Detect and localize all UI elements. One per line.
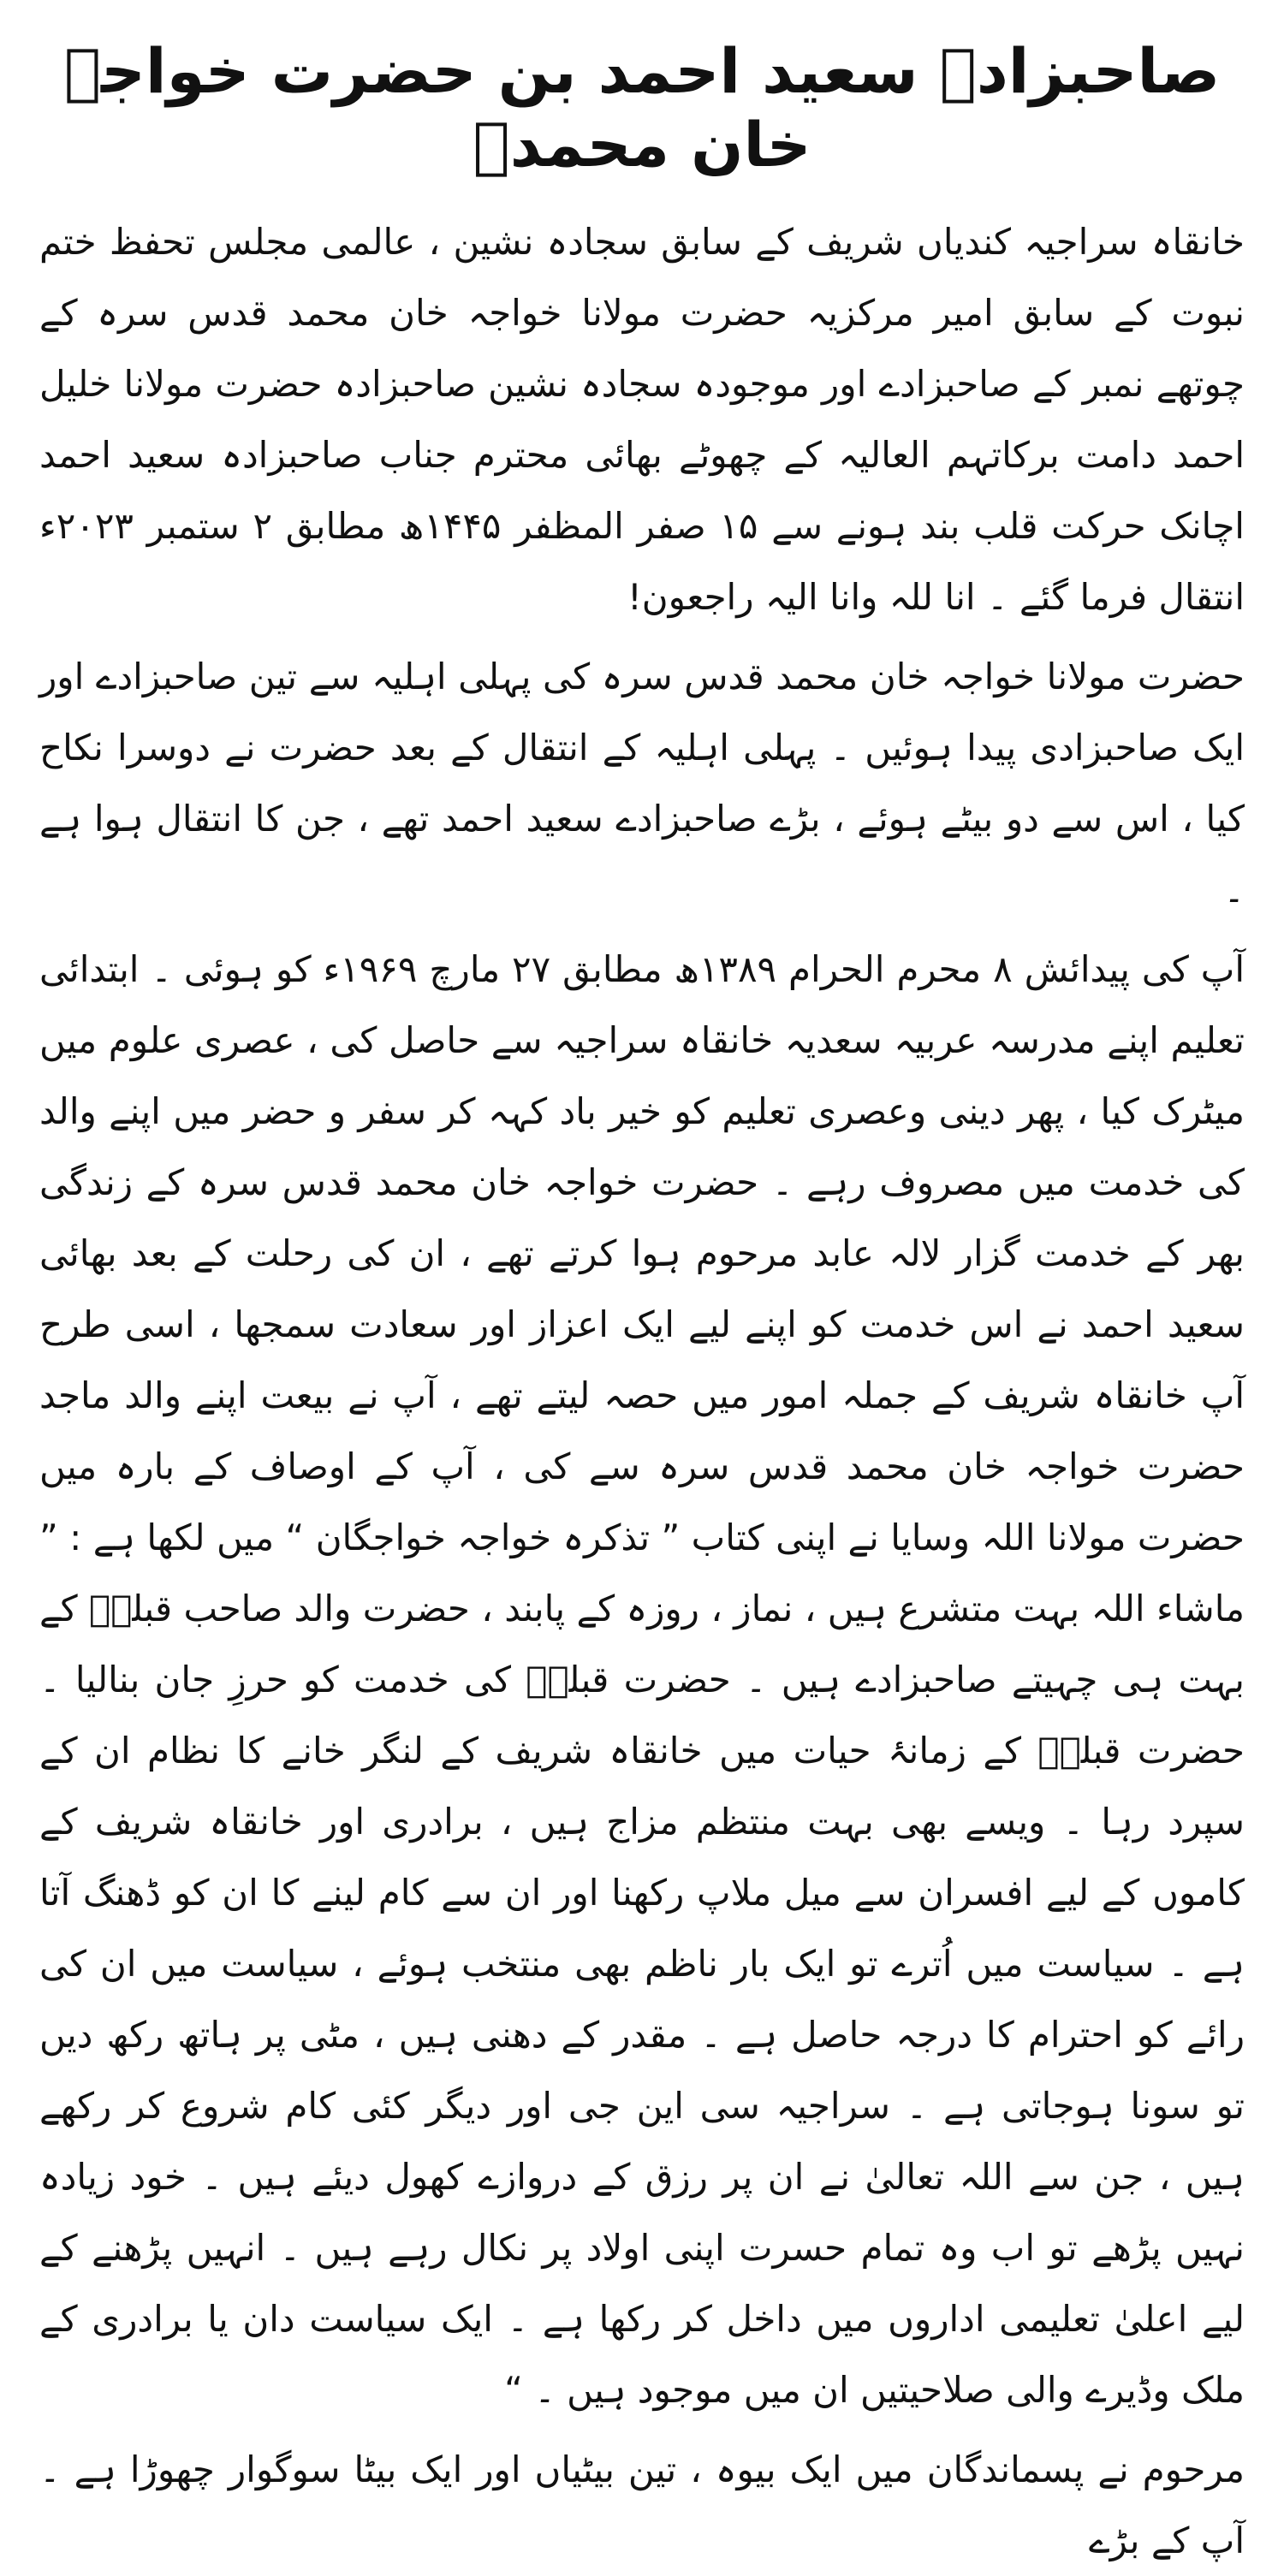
article-title: صاحبزادہ سعید احمد بن حضرت خواجہ خان محمدؒ [63, 35, 1221, 181]
article-body [39, 206, 1245, 2576]
paragraph-death-notice: خانقاہ سراجیہ کندیاں شریف کے سابق سجادہ نشین ، عالمی مجلس تحفظ ختم نبوت کے سابق امیر مرکزیہ حضرت مولانا خواجہ خان محمد قدس سرہ کے چوتھے نمبر کے صاحبزادے اور موجودہ سجادہ نشین صاحبزادہ حضرت مولانا خلیل احمد دامت برکاتہم العالیہ کے چھوٹے بھائی محترم جناب صاحبزادہ سعید احمد اچانک حرکت قلب بند ہونے سے ۱۵ صفر المظفر ۱۴۴۵ھ مطابق ۲ ستمبر ۲۰۲۳ء انتقال فرما گئے ۔ انا للہ وانا الیہ راجعون! [39, 220, 1245, 618]
paragraph-survivors: مرحوم نے پسماندگان میں ایک بیوہ ، تین بیٹیاں اور ایک بیٹا سوگوار چھوڑا ہے ۔ آپ کے بڑے [39, 2448, 1245, 2561]
paragraph-family: حضرت مولانا خواجہ خان محمد قدس سرہ کی پہلی اہلیہ سے تین صاحبزادے اور ایک صاحبزادی پیدا ہوئیں ۔ پہلی اہلیہ کے انتقال کے بعد حضرت نے دوسرا نکاح کیا ، اس سے دو بیٹے ہوئے ، بڑے صاحبزادے سعید احمد تھے ، جن کا انتقال ہوا ہے ۔ [39, 655, 1245, 911]
paragraph-biography: آپ کی پیدائش ۸ محرم الحرام ۱۳۸۹ھ مطابق ۲۷ مارچ ۱۹۶۹ء کو ہوئی ۔ ابتدائی تعلیم اپنے مدرسہ عربیہ سعدیہ خانقاہ سراجیہ سے حاصل کی ، عصری علوم میں میٹرک کیا ، پھر دینی وعصری تعلیم کو خیر باد کہہ کر سفر و حضر میں اپنے والد کی خدمت میں مصروف رہے ۔ حضرت خواجہ خان محمد قدس سرہ کے زندگی بھر کے خدمت گزار لالہ عابد مرحوم ہوا کرتے تھے ، ان کی رحلت کے بعد بھائی سعید احمد نے اس خدمت کو اپنے لیے ایک اعزاز اور سعادت سمجھا ، اسی طرح آپ خانقاہ شریف کے جملہ امور میں حصہ لیتے تھے ، آپ نے بیعت اپنے والد ماجد حضرت خواجہ خان محمد قدس سرہ سے کی ، آپ کے اوصاف کے بارہ میں حضرت مولانا اللہ وسایا نے اپنی کتاب ” تذکرہ خواجہ خواجگان “ میں لکھا ہے : ” ماشاء اللہ بہت متشرع ہیں ، نماز ، روزہ کے پابند ، حضرت والد صاحب قبلہؒ کے بہت ہی چہیتے صاحبزادے ہیں ۔ حضرت قبلہؒ کی خدمت کو حرزِ جان بنالیا ۔ حضرت قبلہؒ کے زمانۂ حیات میں خانقاہ شریف کے لنگر خانے کا نظام ان کے سپرد رہا ۔ ویسے بھی بہت منتظم مزاج ہیں ، برادری اور خانقاہ شریف کے کاموں کے لیے افسران سے میل ملاپ رکھنا اور ان سے کام لینے کا ان کو ڈھنگ آتا ہے ۔ سیاست میں اُترے تو ایک بار ناظم بھی منتخب ہوئے ، سیاست میں ان کی رائے کو احترام کا درجہ حاصل ہے ۔ مقدر کے دھنی ہیں ، مٹی پر ہاتھ رکھ دیں تو سونا ہوجاتی ہے ۔ سراجیہ سی این جی اور دیگر کئی کام شروع کر رکھے ہیں ، جن سے اللہ تعالیٰ نے ان پر رزق کے دروازے کھول دیئے ہیں ۔ خود زیادہ نہیں پڑھے تو اب وہ تمام حسرت اپنی اولاد پر نکال رہے ہیں ۔ انہیں پڑھنے کے لیے اعلیٰ تعلیمی اداروں میں داخل کر رکھا ہے ۔ ایک سیاست دان یا برادری کے ملک وڈیرے والی صلاحیتیں ان میں موجود ہیں ۔ “ [39, 947, 1245, 2411]
